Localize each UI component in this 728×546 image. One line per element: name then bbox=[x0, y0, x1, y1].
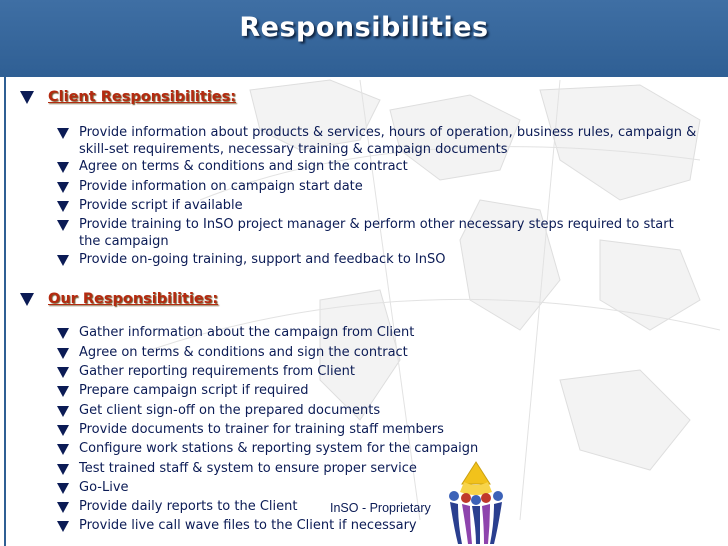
bullet-icon bbox=[57, 502, 69, 513]
bullet-icon bbox=[57, 128, 69, 139]
left-border bbox=[4, 77, 6, 546]
list-item: Provide information about products & services, hours of operation, business rules, campaign & skill-set requirements, necessary training & campaign documents bbox=[79, 125, 697, 157]
bullet-icon bbox=[57, 406, 69, 417]
bullet-icon bbox=[57, 255, 69, 266]
bullet-icon bbox=[57, 201, 69, 212]
list-item: Prepare campaign script if required bbox=[79, 383, 309, 398]
bullet-icon bbox=[57, 182, 69, 193]
list-item: Provide script if available bbox=[79, 198, 243, 213]
bullet-icon bbox=[57, 444, 69, 455]
list-item: Provide live call wave files to the Client if necessary bbox=[79, 518, 417, 533]
footer-proprietary-label: InSO - Proprietary bbox=[330, 501, 431, 515]
list-item: Configure work stations & reporting system for the campaign bbox=[79, 441, 479, 456]
bullet-icon bbox=[57, 521, 69, 532]
client-section-heading: Client Responsibilities: bbox=[48, 89, 237, 105]
list-item: Get client sign-off on the prepared documents bbox=[79, 403, 381, 418]
bullet-icon bbox=[57, 386, 69, 397]
section-bullet-icon bbox=[20, 91, 34, 104]
list-item: Provide daily reports to the Client bbox=[79, 499, 298, 514]
bullet-icon bbox=[57, 464, 69, 475]
list-item: Provide documents to trainer for training staff members bbox=[79, 422, 444, 437]
our-section-heading: Our Responsibilities: bbox=[48, 291, 219, 307]
bullet-icon bbox=[57, 367, 69, 378]
list-item: Go-Live bbox=[79, 480, 129, 495]
list-item: Gather reporting requirements from Client bbox=[79, 364, 355, 379]
bullet-icon bbox=[57, 348, 69, 359]
bullet-icon bbox=[57, 162, 69, 173]
list-item: Provide on-going training, support and feedback to InSO bbox=[79, 252, 446, 267]
bullet-icon bbox=[57, 483, 69, 494]
section-bullet-icon bbox=[20, 293, 34, 306]
list-item: Provide information on campaign start date bbox=[79, 179, 363, 194]
bullet-icon bbox=[57, 328, 69, 339]
list-item: Agree on terms & conditions and sign the contract bbox=[79, 159, 408, 174]
list-item: Agree on terms & conditions and sign the contract bbox=[79, 345, 408, 360]
list-item: Gather information about the campaign from Client bbox=[79, 325, 415, 340]
bullet-icon bbox=[57, 425, 69, 436]
slide-title: Responsibilities bbox=[239, 12, 489, 43]
bullet-icon bbox=[57, 220, 69, 231]
list-item: Test trained staff & system to ensure proper service bbox=[79, 461, 417, 476]
inso-logo-icon bbox=[444, 458, 508, 546]
list-item: Provide training to InSO project manager & perform other necessary steps required to start the campaign bbox=[79, 217, 674, 249]
